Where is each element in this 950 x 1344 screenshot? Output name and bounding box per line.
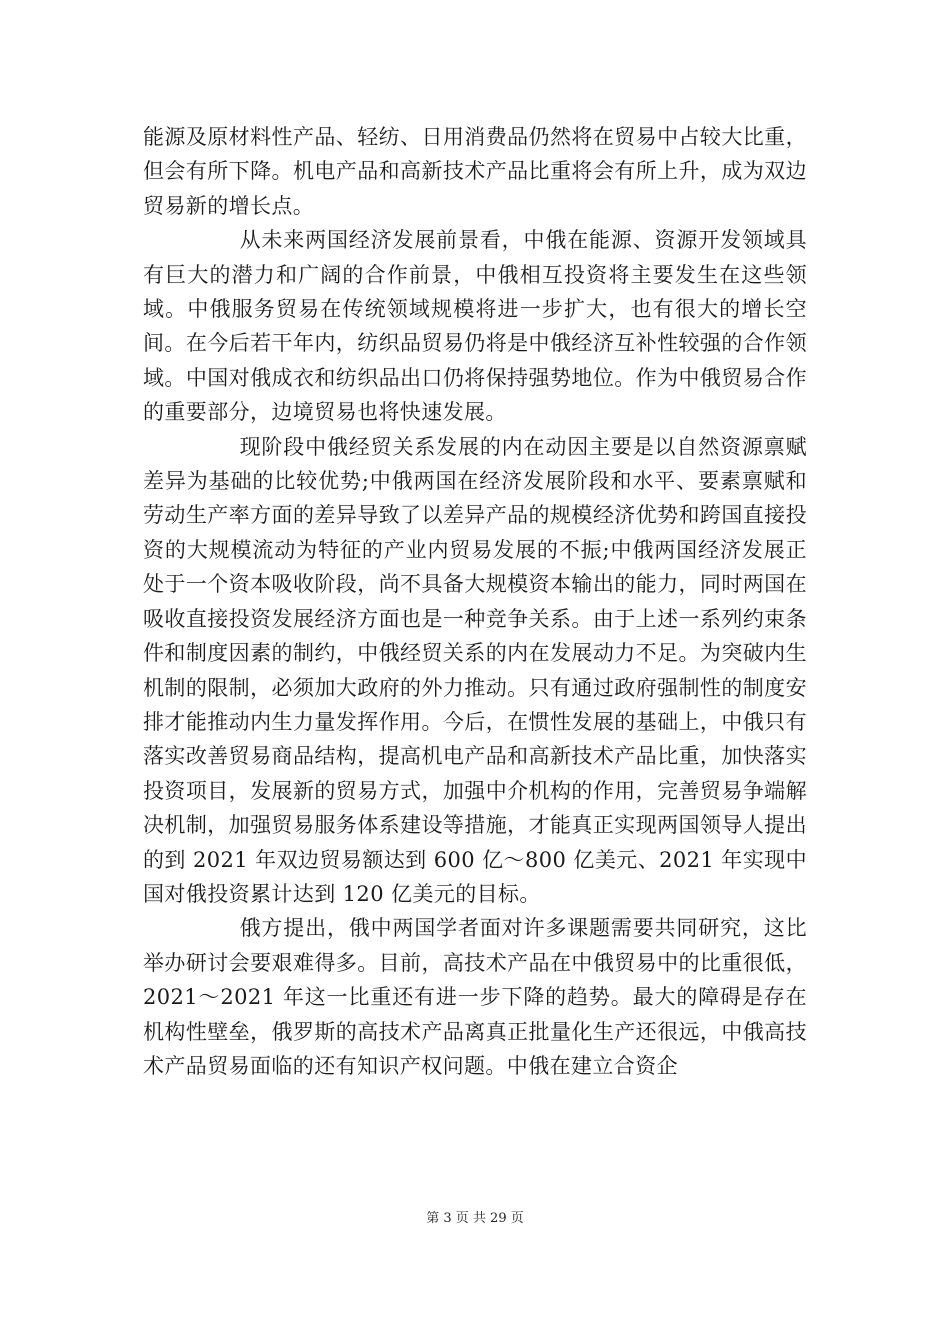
paragraph-3: 现阶段中俄经贸关系发展的内在动因主要是以自然资源禀赋差异为基础的比较优势;中俄两国在经济发展阶段和水平、要素禀赋和劳动生产率方面的差异导致了以差异产品的规模经济优势和跨国直接投资的大规模流动为特征的产业内贸易发展的不振;中俄两国经济发展正处于一个资本吸收阶段，尚不具备大规模资本输出的能力，同时两国在吸收直接投资发展经济方面也是一种竞争关系。由于上述一系列约束条件和制度因素的制约，中俄经贸关系的内在发展动力不足。为突破内生机制的限制，必须加大政府的外力推动。只有通过政府强制性的制度安排才能推动内生力量发挥作用。今后，在惯性发展的基础上，中俄只有落实改善贸易商品结构，提高机电产品和高新技术产品比重，加快落实投资项目，发展新的贸易方式，加强中介机构的作用，完善贸易争端解决机制，加强贸易服务体系建设等措施，才能真正实现两国领导人提出的到 2021 年双边贸易额达到 600 亿～800 亿美元、2021 年实现中国对俄投资累计达到 120 亿美元的目标。 bbox=[143, 434, 807, 906]
body-text bbox=[143, 120, 807, 1083]
paragraph-2: 从未来两国经济发展前景看，中俄在能源、资源开发领域具有巨大的潜力和广阔的合作前景，中俄相互投资将主要发生在这些领域。中俄服务贸易在传统领域规模将进一步扩大，也有很大的增长空间。在今后若干年内，纺织品贸易仍将是中俄经济互补性较强的合作领域。中国对俄成衣和纺织品出口仍将保持强势地位。作为中俄贸易合作的重要部分，边境贸易也将快速发展。 bbox=[143, 228, 807, 425]
paragraph-4: 俄方提出，俄中两国学者面对许多课题需要共同研究，这比举办研讨会要艰难得多。目前，高技术产品在中俄贸易中的比重很低，2021～2021 年这一比重还有进一步下降的趋势。最大的障碍是存在机构性壁垒，俄罗斯的高技术产品离真正批量化生产还很远，中俄高技术产品贸易面临的还有知识产权问题。中俄在建立合资企 bbox=[143, 916, 807, 1078]
page-footer: 第 3 页 共 29 页 bbox=[426, 1211, 524, 1226]
paragraph-1: 能源及原材料性产品、轻纺、日用消费品仍然将在贸易中占较大比重，但会有所下降。机电产品和高新技术产品比重将会有所上升，成为双边贸易新的增长点。 bbox=[143, 125, 807, 218]
